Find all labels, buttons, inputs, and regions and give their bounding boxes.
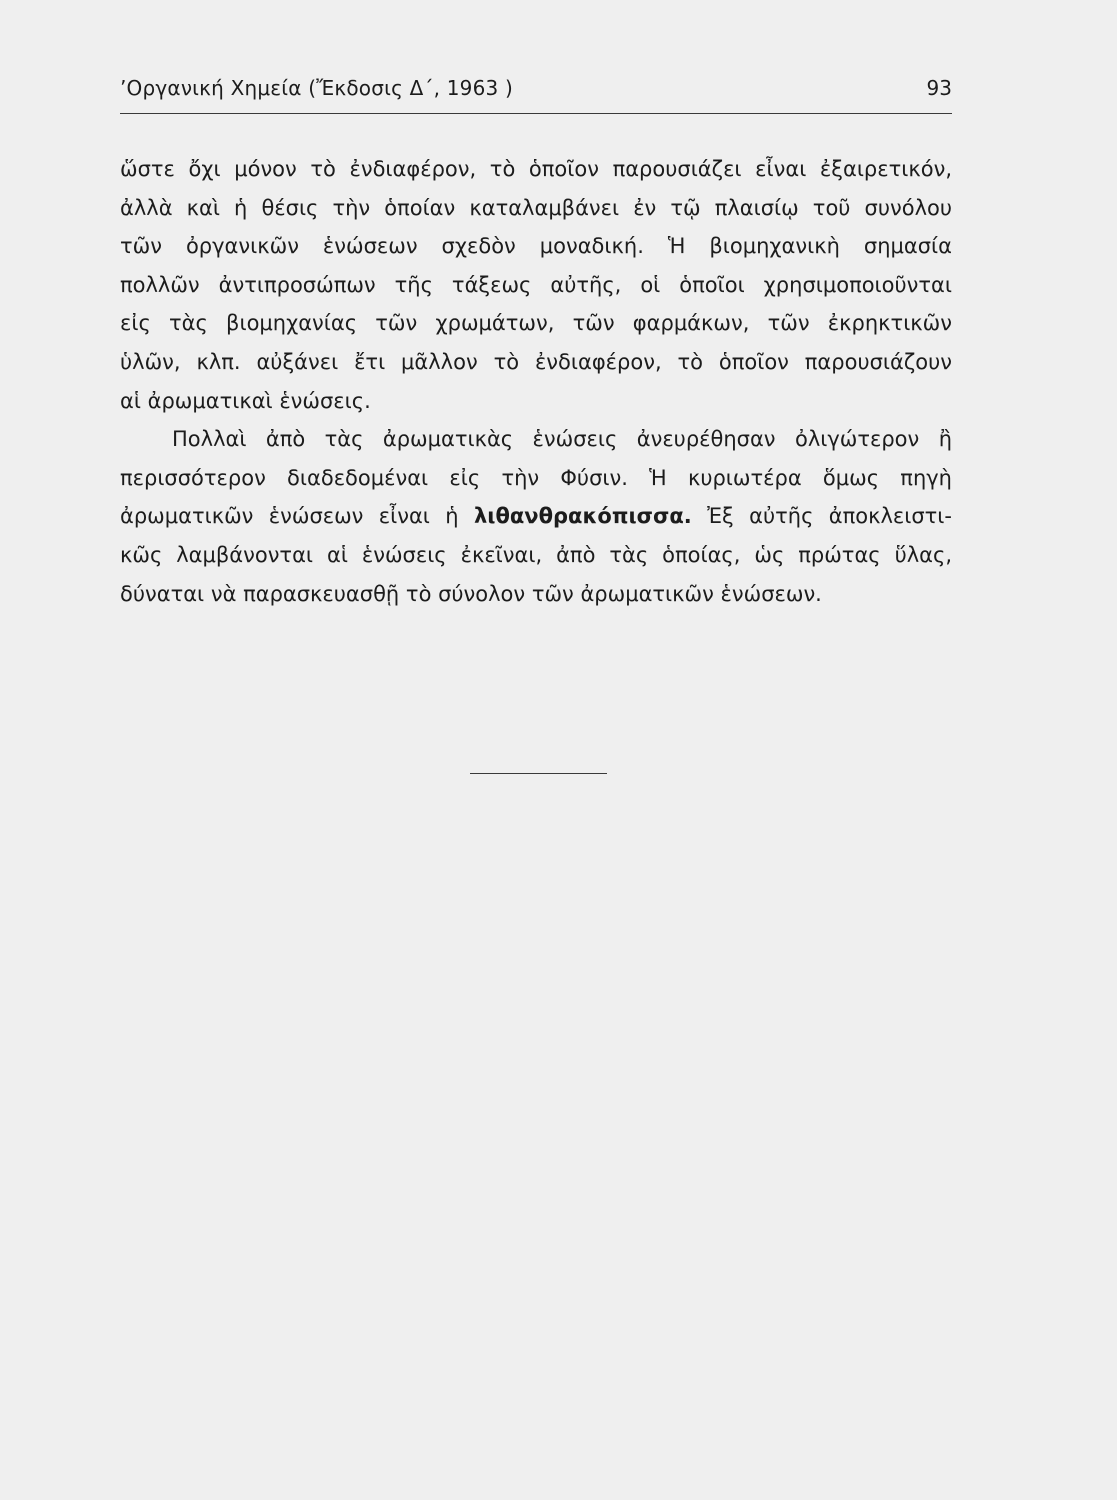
text-line: περισσότερον διαδεδομέναι εἰς τὴν Φύσιν. Ἡ κυριωτέρα ὅμως πηγὴ [120, 465, 952, 490]
text-segment: δύναται νὰ παρασκευασθῇ τὸ [120, 581, 439, 606]
text-line: ἀλλὰ καὶ ἡ θέσις τὴν ὁποίαν καταλαμβάνει ἐν τῷ πλαισίῳ τοῦ συνόλου [120, 195, 952, 220]
page-number: 93 [926, 76, 952, 100]
text-line [120, 575, 952, 614]
text-line: ὑλῶν, κλπ. αὐξάνει ἔτι μᾶλλον τὸ ἐνδιαφέρον, τὸ ὁποῖον παρουσιάζουν [120, 349, 952, 374]
text-line: πολλῶν ἀντιπροσώπων τῆς τάξεως αὐτῆς, οἱ ὁποῖοι χρησιμοποιοῦνται [120, 272, 952, 297]
bold-term: λιθανθρακόπισσα. [473, 504, 692, 529]
text-line: εἰς τὰς βιομηχανίας τῶν χρωμάτων, τῶν φαρμάκων, τῶν ἐκρηκτικῶν [120, 311, 952, 336]
text-line: αἱ ἀρωματικαὶ ἑνώσεις. [120, 388, 371, 413]
paragraph-1 [120, 150, 952, 420]
text-segment: ἀρωματικῶν ἑνώσεων εἶναι ἡ [120, 504, 474, 529]
paragraph-2 [120, 420, 952, 613]
text-line: κῶς λαμβάνονται αἱ ἑνώσεις ἐκεῖναι, ἀπὸ τὰς ὁποίας, ὡς πρώτας ὕλας, [120, 542, 952, 567]
text-line [120, 497, 952, 536]
text-segment: τῶν ἀρωματικῶν ἑνώσεων. [525, 581, 822, 606]
text-segment: Ἐξ αὐτῆς ἀποκλειστι- [691, 504, 952, 529]
text-line: Πολλαὶ ἀπὸ τὰς ἀρωματικὰς ἑνώσεις ἀνευρέθησαν ὀλιγώτερον ἢ [172, 427, 952, 452]
emphasized-term: σύνολον [438, 581, 526, 606]
header-rule [120, 113, 952, 114]
body-text [120, 150, 952, 613]
text-line: ὥστε ὄχι μόνον τὸ ἐνδιαφέρον, τὸ ὁποῖον παρουσιάζει εἶναι ἐξαιρετικόν, [120, 157, 952, 181]
header-title: ’Οργανική Χημεία (Ἔκδοσις Δ΄, 1963 ) [120, 76, 514, 100]
section-end-rule [470, 773, 607, 774]
running-header [120, 76, 952, 106]
text-line: τῶν ὀργανικῶν ἑνώσεων σχεδὸν μοναδική. Ἡ βιομηχανικὴ σημασία [120, 234, 952, 259]
